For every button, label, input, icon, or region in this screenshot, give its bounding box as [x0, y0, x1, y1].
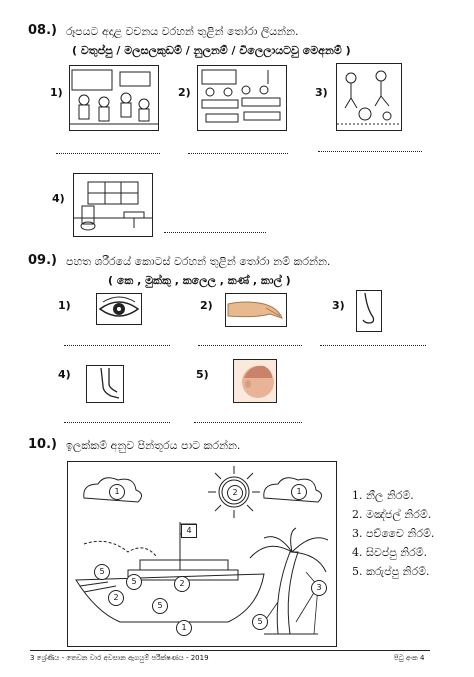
q9-answer-line-4[interactable] [64, 422, 170, 423]
leg-picture [86, 365, 124, 403]
playground-picture [336, 63, 402, 131]
question-8-instruction: රූපයට අදාළ වචනය වරහන් තුළින් තෝරා ලියන්න. [66, 25, 299, 38]
page-number: පිටු අංක 4 [394, 654, 425, 662]
legend-item-4: 4. සිවප්පු නිරම්. [352, 546, 428, 559]
q9-label-5: 5) [196, 368, 209, 381]
q8-answer-line-3[interactable] [318, 151, 422, 152]
legend-item-3: 3. පච්චෛ නිරම්. [352, 527, 435, 540]
eye-picture [96, 293, 142, 325]
q9-label-1: 1) [58, 299, 71, 312]
q9-answer-line-3[interactable] [320, 345, 426, 346]
q8-answer-line-2[interactable] [188, 153, 288, 154]
marker-smoke: 5 [94, 564, 110, 580]
marker-sea: 1 [176, 620, 192, 636]
question-8-word-choices: ( වතුප්පු / මලසලකුඩම් / නුලනම් / විලෙලායටවු මෙඅනම් ) [72, 44, 351, 57]
head-picture [233, 359, 277, 403]
question-9-word-choices: ( කෙ , මුක්කු , කලෙල , කණ් , කාල් ) [108, 274, 291, 287]
marker-cloud-right: 1 [291, 484, 307, 500]
question-9-number: 09.) [28, 253, 57, 268]
color-legend [352, 486, 434, 581]
bathroom-picture [73, 173, 153, 237]
marker-ship-deck-left: 5 [126, 574, 142, 590]
question-9-instruction: පහත ශරීරයේ කොටස් වරහන් තුළින් තෝරා නම් කරන්න. [66, 255, 331, 268]
question-10-number: 10.) [28, 437, 57, 452]
q8-answer-line-4[interactable] [164, 232, 266, 233]
q9-label-4: 4) [58, 368, 71, 381]
students-at-desks-picture [197, 65, 287, 131]
q9-label-3: 3) [332, 299, 345, 312]
marker-ship-hull-center: 5 [152, 598, 168, 614]
footer-rule [30, 650, 430, 651]
legend-item-5: 5. කරුප්පු නිරම්. [352, 565, 430, 578]
q8-label-4: 4) [52, 192, 65, 205]
question-10-instruction: ඉලක්කම් අනුව පින්තූරය පාට කරන්න. [66, 439, 241, 452]
q9-answer-line-5[interactable] [194, 422, 302, 423]
q8-label-2: 2) [178, 86, 191, 99]
coloring-scene [67, 461, 337, 647]
marker-cloud-left: 1 [109, 484, 125, 500]
question-8-number: 08.) [28, 23, 57, 38]
q9-answer-line-1[interactable] [64, 345, 170, 346]
classroom-picture [69, 65, 159, 131]
q8-answer-line-1[interactable] [56, 153, 160, 154]
legend-item-2: 2. මඤ්ජල් නිරම්. [352, 508, 432, 521]
marker-flag: 4 [181, 524, 197, 538]
marker-sun: 2 [227, 485, 243, 501]
q9-answer-line-2[interactable] [198, 345, 302, 346]
q9-label-2: 2) [200, 299, 213, 312]
marker-palm-leaves: 3 [311, 580, 327, 596]
footer-text: 3 ශ්‍රේණිය - තෙවන වාර අවසාන ඇගයුම් පරීක්ෂණය - 2019 [30, 654, 209, 662]
marker-palm-trunk: 5 [252, 614, 268, 630]
hand-picture [225, 293, 287, 327]
marker-ship-hull-left: 2 [108, 590, 124, 606]
legend-item-1: 1. නීල නිරම්. [352, 489, 414, 502]
nose-picture [356, 290, 382, 332]
marker-ship-deck-right: 2 [174, 576, 190, 592]
q8-label-3: 3) [315, 86, 328, 99]
q8-label-1: 1) [50, 86, 63, 99]
